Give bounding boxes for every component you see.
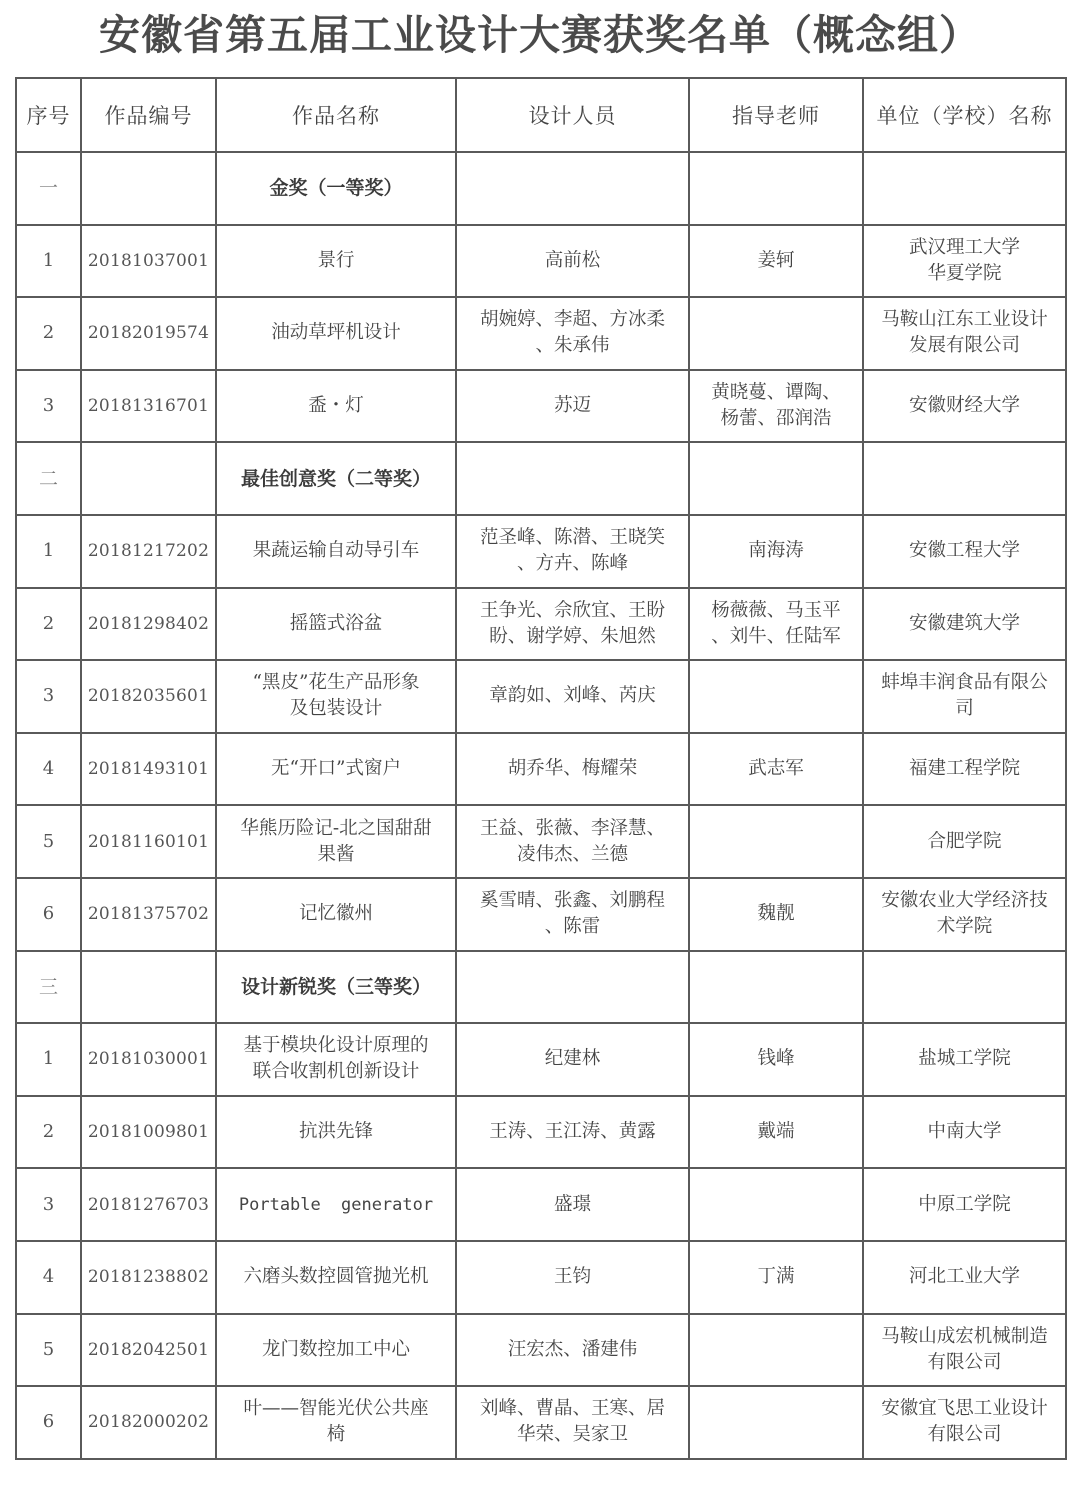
work-name-line: 盉・灯 — [308, 395, 364, 417]
row-seq: 2 — [16, 1096, 81, 1169]
table-row — [16, 805, 1066, 878]
advisors — [689, 515, 863, 588]
row-seq: 1 — [16, 515, 81, 588]
work-name-line: 叶——智能光伏公共座 — [243, 1398, 429, 1420]
organization-line: 福建工程学院 — [908, 758, 1020, 780]
organization — [863, 1168, 1066, 1241]
work-name-line: 摇篮式浴盆 — [289, 612, 383, 634]
category-empty-cell — [81, 152, 216, 225]
designers-line: 王争光、佘欣宜、王盼 — [479, 599, 665, 621]
designers-line: 王益、张薇、李泽慧、 — [479, 817, 665, 839]
table-header-row — [16, 78, 1066, 152]
header-work-id: 作品编号 — [81, 78, 216, 152]
designers — [456, 297, 689, 370]
advisors-line: 杨蕾、邵润浩 — [720, 408, 832, 430]
table-row — [16, 1241, 1066, 1314]
organization-line: 安徽宜飞思工业设计 — [881, 1398, 1048, 1420]
advisors-line: 武志军 — [748, 758, 804, 780]
table-row — [16, 1386, 1066, 1459]
organization — [863, 1023, 1066, 1096]
organization-line: 中原工学院 — [918, 1193, 1011, 1215]
organization-line: 蚌埠丰润食品有限公 — [881, 672, 1048, 694]
advisors — [689, 1096, 863, 1169]
designers-line: 华荣、吴家卫 — [516, 1424, 628, 1446]
table-row — [16, 588, 1066, 661]
designers — [456, 588, 689, 661]
work-name — [216, 588, 456, 661]
work-name — [216, 878, 456, 951]
work-id: 20181009801 — [81, 1096, 216, 1169]
header-work-name: 作品名称 — [216, 78, 456, 152]
work-name-line: 景行 — [317, 249, 355, 271]
work-id: 20181030001 — [81, 1023, 216, 1096]
organization-line: 河北工业大学 — [908, 1266, 1020, 1288]
work-name — [216, 1314, 456, 1387]
work-id: 20182035601 — [81, 660, 216, 733]
advisors — [689, 1386, 863, 1459]
advisors — [689, 1241, 863, 1314]
table-row — [16, 297, 1066, 370]
row-seq: 6 — [16, 1386, 81, 1459]
designers-line: 胡乔华、梅耀荣 — [507, 758, 638, 780]
document-title: 安徽省第五届工业设计大赛获奖名单（概念组） — [99, 11, 981, 59]
work-id: 20182019574 — [81, 297, 216, 370]
designers-line: 高前松 — [544, 249, 601, 271]
category-empty-cell — [81, 442, 216, 515]
designers — [456, 1314, 689, 1387]
work-name-line: 六磨头数控圆管抛光机 — [243, 1266, 429, 1288]
organization — [863, 1314, 1066, 1387]
table-row — [16, 878, 1066, 951]
organization-line: 武汉理工大学 — [908, 236, 1020, 258]
designers — [456, 805, 689, 878]
row-seq: 5 — [16, 1314, 81, 1387]
designers — [456, 660, 689, 733]
advisors-line: 丁满 — [757, 1266, 795, 1288]
advisors — [689, 733, 863, 806]
organization — [863, 225, 1066, 298]
table-row — [16, 1096, 1066, 1169]
organization-line: 盐城工学院 — [918, 1048, 1011, 1070]
designers-line: 、陈雷 — [544, 916, 601, 938]
organization — [863, 878, 1066, 951]
work-id: 20181316701 — [81, 370, 216, 443]
organization — [863, 805, 1066, 878]
work-name-line: Portable generator — [238, 1194, 434, 1215]
category-empty-cell — [863, 152, 1066, 225]
work-name-line: 果蔬运输自动导引车 — [252, 540, 420, 562]
table-row — [16, 370, 1066, 443]
award-list-table — [15, 77, 1067, 1460]
category-empty-cell — [689, 951, 863, 1024]
table-row — [16, 733, 1066, 806]
designers — [456, 1168, 689, 1241]
designers — [456, 1386, 689, 1459]
row-seq: 4 — [16, 733, 81, 806]
work-id: 20181217202 — [81, 515, 216, 588]
work-name — [216, 1241, 456, 1314]
work-name-line: 华熊历险记-北之国甜甜 — [240, 817, 432, 839]
category-row — [16, 442, 1066, 515]
category-row — [16, 152, 1066, 225]
advisors-line: 钱峰 — [757, 1048, 795, 1070]
category-empty-cell — [863, 442, 1066, 515]
work-name-line: 油动草坪机设计 — [271, 322, 401, 344]
row-seq: 5 — [16, 805, 81, 878]
advisors-line: 魏靓 — [757, 903, 795, 925]
work-name-line: 及包装设计 — [289, 698, 383, 720]
organization — [863, 370, 1066, 443]
table-body — [16, 152, 1066, 1459]
advisors — [689, 370, 863, 443]
advisors — [689, 1023, 863, 1096]
category-row — [16, 951, 1066, 1024]
advisors — [689, 225, 863, 298]
row-seq: 2 — [16, 297, 81, 370]
work-id: 20181375702 — [81, 878, 216, 951]
designers-line: 范圣峰、陈潜、王晓笑 — [479, 527, 665, 549]
work-name-line: 果酱 — [317, 843, 355, 865]
designers-line: 王涛、王江涛、黄露 — [489, 1121, 656, 1143]
advisors — [689, 1168, 863, 1241]
category-empty-cell — [456, 951, 689, 1024]
work-name-line: 记忆徽州 — [298, 903, 373, 925]
organization-line: 华夏学院 — [927, 262, 1002, 284]
organization-line: 术学院 — [936, 916, 993, 938]
work-name-line: 基于模块化设计原理的 — [243, 1035, 429, 1057]
work-name-line: 抗洪先锋 — [298, 1121, 373, 1143]
organization — [863, 1386, 1066, 1459]
header-organization: 单位（学校）名称 — [863, 78, 1066, 152]
row-seq: 3 — [16, 1168, 81, 1241]
header-advisors: 指导老师 — [689, 78, 863, 152]
header-designers: 设计人员 — [456, 78, 689, 152]
designers-line: 苏迈 — [553, 395, 591, 417]
category-seq: 二 — [16, 442, 81, 515]
advisors — [689, 878, 863, 951]
work-id: 20182042501 — [81, 1314, 216, 1387]
work-name — [216, 1096, 456, 1169]
category-label: 金奖（一等奖） — [216, 152, 456, 225]
work-name-line: 龙门数控加工中心 — [261, 1338, 410, 1360]
designers-line: 刘峰、曹晶、王寒、居 — [479, 1398, 665, 1420]
row-seq: 1 — [16, 1023, 81, 1096]
designers — [456, 1241, 689, 1314]
row-seq: 3 — [16, 370, 81, 443]
category-seq: 一 — [16, 152, 81, 225]
organization — [863, 733, 1066, 806]
designers-line: 汪宏杰、潘建伟 — [507, 1338, 638, 1360]
advisors-line: 南海涛 — [748, 540, 804, 562]
designers-line: 、方卉、陈峰 — [516, 553, 628, 575]
advisors — [689, 297, 863, 370]
table-row — [16, 1023, 1066, 1096]
work-name — [216, 805, 456, 878]
designers — [456, 515, 689, 588]
work-name — [216, 225, 456, 298]
designers — [456, 733, 689, 806]
organization — [863, 1241, 1066, 1314]
organization-line: 司 — [955, 698, 974, 720]
work-name — [216, 297, 456, 370]
advisors-line: 戴端 — [757, 1121, 795, 1143]
organization-line: 合肥学院 — [927, 830, 1002, 852]
row-seq: 1 — [16, 225, 81, 298]
table-row — [16, 1168, 1066, 1241]
advisors — [689, 1314, 863, 1387]
category-empty-cell — [689, 152, 863, 225]
designers — [456, 370, 689, 443]
advisors — [689, 588, 863, 661]
designers — [456, 1096, 689, 1169]
work-name — [216, 1023, 456, 1096]
organization-line: 有限公司 — [927, 1424, 1002, 1446]
advisors — [689, 805, 863, 878]
organization — [863, 1096, 1066, 1169]
work-name-line: 椅 — [326, 1424, 346, 1446]
designers-line: 章韵如、刘峰、芮庆 — [489, 685, 656, 707]
organization-line: 中南大学 — [927, 1121, 1002, 1143]
category-empty-cell — [456, 442, 689, 515]
work-id: 20182000202 — [81, 1386, 216, 1459]
work-id: 20181276703 — [81, 1168, 216, 1241]
designers-line: 胡婉婷、李超、方冰柔 — [479, 309, 665, 331]
table-row — [16, 660, 1066, 733]
category-empty-cell — [689, 442, 863, 515]
work-id: 20181160101 — [81, 805, 216, 878]
table-row — [16, 515, 1066, 588]
designers-line: 王钧 — [553, 1266, 591, 1288]
work-name — [216, 370, 456, 443]
designers-line: 、朱承伟 — [535, 335, 610, 357]
work-id: 20181238802 — [81, 1241, 216, 1314]
organization-line: 马鞍山江东工业设计 — [881, 309, 1048, 331]
organization-line: 发展有限公司 — [908, 335, 1020, 357]
row-seq: 6 — [16, 878, 81, 951]
advisors — [689, 660, 863, 733]
work-name — [216, 733, 456, 806]
work-name-line: “黑皮”花生产品形象 — [252, 672, 420, 694]
designers-line: 盼、谢学婷、朱旭然 — [489, 625, 656, 647]
advisors-line: 黄晓蔓、谭陶、 — [711, 382, 841, 404]
table-row — [16, 225, 1066, 298]
row-seq: 3 — [16, 660, 81, 733]
row-seq: 4 — [16, 1241, 81, 1314]
organization — [863, 297, 1066, 370]
header-seq: 序号 — [16, 78, 81, 152]
work-name — [216, 1386, 456, 1459]
organization-line: 安徽建筑大学 — [908, 612, 1020, 634]
category-empty-cell — [456, 152, 689, 225]
designers-line: 纪建林 — [544, 1048, 601, 1070]
advisors-line: 姜轲 — [757, 249, 795, 271]
organization-line: 马鞍山成宏机械制造 — [881, 1325, 1048, 1347]
work-name — [216, 660, 456, 733]
designers-line: 盛璟 — [553, 1193, 591, 1215]
category-seq: 三 — [16, 951, 81, 1024]
organization-line: 安徽工程大学 — [908, 540, 1020, 562]
advisors-line: 、刘牛、任陆军 — [711, 625, 841, 647]
table-row — [16, 1314, 1066, 1387]
work-name-line: 无“开口”式窗户 — [271, 758, 401, 780]
designers — [456, 1023, 689, 1096]
organization — [863, 660, 1066, 733]
organization — [863, 515, 1066, 588]
category-label: 最佳创意奖（二等奖） — [216, 442, 456, 515]
category-empty-cell — [81, 951, 216, 1024]
designers — [456, 225, 689, 298]
advisors-line: 杨薇薇、马玉平 — [711, 599, 841, 621]
work-name — [216, 515, 456, 588]
work-name — [216, 1168, 456, 1241]
category-empty-cell — [863, 951, 1066, 1024]
organization-line: 安徽农业大学经济技 — [881, 890, 1048, 912]
work-name-line: 联合收割机创新设计 — [252, 1061, 420, 1083]
work-id: 20181298402 — [81, 588, 216, 661]
designers-line: 凌伟杰、兰德 — [516, 843, 628, 865]
work-id: 20181037001 — [81, 225, 216, 298]
designers-line: 奚雪晴、张鑫、刘鹏程 — [479, 890, 665, 912]
row-seq: 2 — [16, 588, 81, 661]
work-id: 20181493101 — [81, 733, 216, 806]
designers — [456, 878, 689, 951]
organization — [863, 588, 1066, 661]
organization-line: 有限公司 — [927, 1351, 1002, 1373]
organization-line: 安徽财经大学 — [908, 395, 1020, 417]
category-label: 设计新锐奖（三等奖） — [216, 951, 456, 1024]
